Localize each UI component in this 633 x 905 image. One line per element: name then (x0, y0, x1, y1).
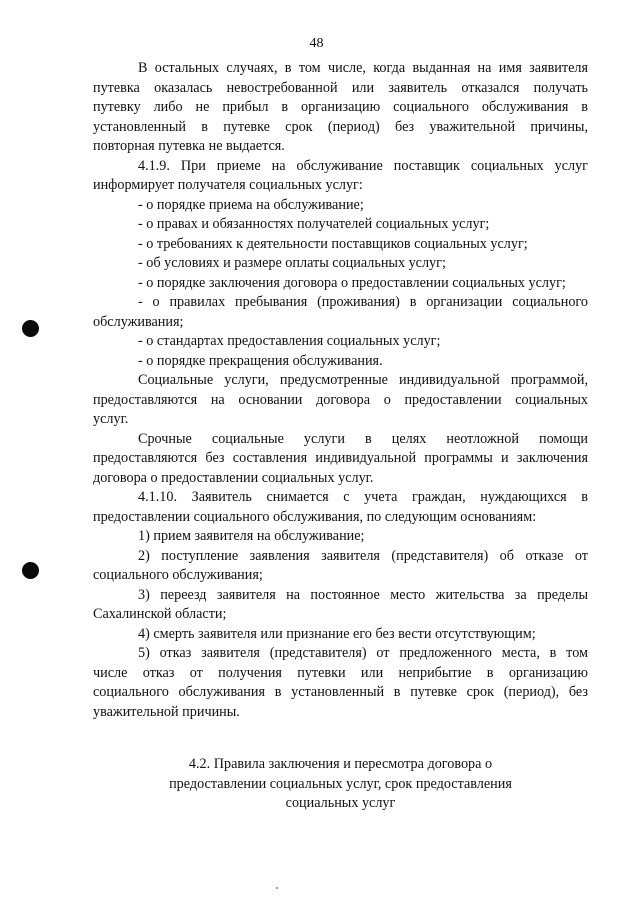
list-item: - об условиях и размере оплаты социальных услуг; (138, 255, 446, 271)
text-line: путевку либо не прибыл в организацию социального обслуживания в (93, 99, 588, 115)
ground-item-3-continuation: Сахалинской области; (93, 606, 227, 622)
list-item-continuation: обслуживания; (93, 313, 184, 330)
text-line: Социальные услуги, предусмотренные индивидуальной программой, (138, 372, 588, 388)
text-line: услуг. (93, 411, 129, 427)
page-number: 48 (309, 36, 324, 51)
text-line: информирует получателя социальных услуг: (93, 177, 363, 193)
paragraph-4-1-10 (93, 488, 588, 527)
list-item: - о порядке заключения договора о предоставлении социальных услуг; (138, 274, 566, 291)
ground-item-5: 5) отказ заявителя (представителя) от предложенного места, в том (138, 645, 588, 661)
scan-speck (276, 887, 278, 889)
text-line: 4.1.9. При приеме на обслуживание поставщик социальных услуг (138, 157, 588, 174)
grounds-list (93, 527, 588, 722)
text-line: Срочные социальные услуги в целях неотложной помощи (138, 430, 588, 447)
text-line: договора о предоставлении социальных услуг. (93, 469, 374, 486)
ground-item-2: 2) поступление заявления заявителя (представителя) об отказе от (138, 547, 588, 564)
ground-item-3: 3) переезд заявителя на постоянное место жительства за пределы (138, 586, 588, 603)
info-list (93, 196, 588, 372)
heading-line: социальных услуг (285, 795, 396, 811)
list-item: - о стандартах предоставления социальных услуг; (138, 333, 441, 349)
text-line: В остальных случаях, в том числе, когда выданная на имя заявителя (138, 60, 588, 76)
list-item: - о порядке прекращения обслуживания. (138, 352, 383, 369)
ground-item-5-continuation: социального обслуживания в установленный в путевке срок (период), без (93, 684, 588, 700)
section-heading-4-2 (93, 755, 588, 814)
punch-hole-bottom (22, 562, 39, 579)
list-item: - о правах и обязанностях получателей социальных услуг; (138, 216, 490, 232)
text-line: предоставляются на основании договора о предоставлении социальных (93, 391, 588, 408)
paragraph-urgent-services (93, 430, 588, 489)
text-line: 4.1.10. Заявитель снимается с учета граждан, нуждающихся в (138, 489, 588, 505)
ground-item-5-continuation: числе отказ от получения путевки или неприбытие в организацию (93, 664, 588, 681)
document-body (93, 59, 588, 722)
text-line: установленный в путевке срок (период) без уважительной причины, (93, 118, 588, 135)
punch-hole-top (22, 320, 39, 337)
text-line: повторная путевка не выдается. (93, 138, 285, 154)
ground-item-1: 1) прием заявителя на обслуживание; (138, 528, 365, 544)
ground-item-2-continuation: социального обслуживания; (93, 567, 263, 583)
list-item: - о требованиях к деятельности поставщиков социальных услуг; (138, 235, 528, 252)
paragraph-contract-basis (93, 371, 588, 430)
heading-line: предоставлении социальных услуг, срок предоставления (169, 775, 512, 792)
text-line: предоставляются без составления индивидуальной программы и заключения (93, 450, 588, 466)
text-line: предоставлении социального обслуживания, по следующим основаниям: (93, 508, 537, 525)
paragraph-4-1-9 (93, 157, 588, 196)
paragraph-other-cases (93, 59, 588, 157)
list-item: - о правилах пребывания (проживания) в организации социального (138, 294, 588, 310)
text-line: путевка оказалась невостребованной или заявитель отказался получать (93, 79, 588, 96)
list-item: - о порядке приема на обслуживание; (138, 196, 364, 213)
ground-item-4: 4) смерть заявителя или признание его без вести отсутствующим; (138, 625, 536, 642)
ground-item-5-continuation: уважительной причины. (93, 703, 240, 720)
heading-line: 4.2. Правила заключения и пересмотра договора о (188, 756, 493, 772)
